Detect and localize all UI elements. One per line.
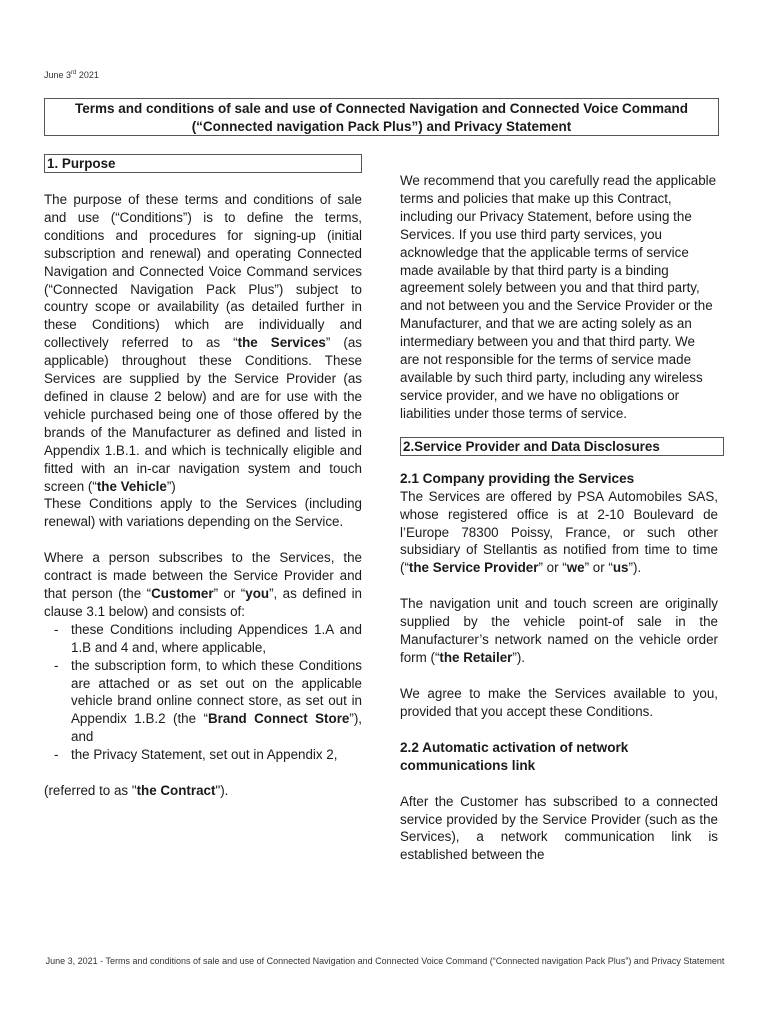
intro-paragraph: We recommend that you carefully read the applicable terms and policies that make up this Contract, including our Privacy Statement, before using the Services. If you use third party services, you acknowledge that the applicable terms of service made available by that third party is a binding agreement solely between you and that third party, and not between you and the Service Provider or the Manufacturer, and that we are acting solely as an intermediary between you and that third party. We are not responsible for the terms of service made available by such third party, including any wireless service provider, and we have no obligations or liabilities under those terms of service. — [400, 173, 717, 421]
retailer-paragraph: The navigation unit and touch screen are originally supplied by the vehicle point-of sale in the Manufacturer’s network named on the vehicle order form (“the Retailer”). — [400, 596, 718, 665]
activation-paragraph: After the Customer has subscribed to a connected service provided by the Service Provider (such as the Services), a network communication link is established between the — [400, 793, 718, 863]
document-date: June 3rd 2021 — [44, 70, 99, 80]
section-1-heading: 1. Purpose — [44, 154, 362, 173]
subsection-2-1-heading: 2.1 Company providing the Services — [400, 470, 635, 486]
page-footer: June 3, 2021 - Terms and conditions of sale and use of Connected Navigation and Connected Voice Command (“Connected navigation Pack Plus”) and Privacy Statement — [45, 956, 725, 966]
document-title: Terms and conditions of sale and use of Connected Navigation and Connected Voice Command (“Connected navigation Pack Plus”) and Privacy Statement — [44, 98, 719, 136]
subsection-2-2-heading: 2.2 Automatic activation of network communications link — [400, 739, 629, 773]
purpose-paragraph: The purpose of these terms and conditions of sale and use (“Conditions”) is to define the terms, conditions and procedures for signing-up (initial subscription and renewal) and operating Connected Navigation and Connected Voice Command services (“Connected Navigation Pack Plus”) subject to country scope or availability (as detailed further in these Conditions) which are individually and collectively referred to as “the Services” (as applicable) throughout these Conditions. These Services are supplied by the Service Provider (as defined in clause 2 below) and are for use with the vehicle purchased being one of those offered by the brands of the Manufacturer as defined and listed in Appendix 1.B.1. and which is technically eligible and fitted with an in-car navigation system and touch screen (“the Vehicle”) — [44, 192, 362, 494]
contract-components-list — [44, 621, 362, 764]
contract-definition: (referred to as "the Contract"). — [44, 783, 229, 799]
list-item: - the subscription form, to which these Conditions are attached or as set out on the applicable vehicle brand online connect store, as set out in Appendix 1.B.2 (the “Brand Connect Store”), and — [54, 657, 362, 745]
date-superscript: rd — [71, 70, 77, 76]
right-column — [400, 172, 718, 864]
list-item: - these Conditions including Appendices 1.A and 1.B and 4 and, where applicable, — [54, 621, 362, 655]
list-item: - the Privacy Statement, set out in Appendix 2, — [54, 747, 338, 763]
section-2-heading: 2.Service Provider and Data Disclosures — [400, 437, 724, 456]
agreement-paragraph: We agree to make the Services available to you, provided that you accept these Conditions. — [400, 685, 718, 719]
left-column — [44, 154, 362, 800]
apply-paragraph: These Conditions apply to the Services (including renewal) with variations depending on the Service. — [44, 496, 362, 530]
service-provider-paragraph: The Services are offered by PSA Automobiles SAS, whose registered office is at 2-10 Boulevard de l’Europe 78300 Poissy, France, or such other subsidiary of Stellantis as notified from time to time (“the Service Provider” or “we” or “us”). — [400, 488, 718, 576]
contract-paragraph: Where a person subscribes to the Services, the contract is made between the Service Provider and that person (the “Customer” or “you”, as defined in clause 3.1 below) and consists of: — [44, 550, 363, 619]
